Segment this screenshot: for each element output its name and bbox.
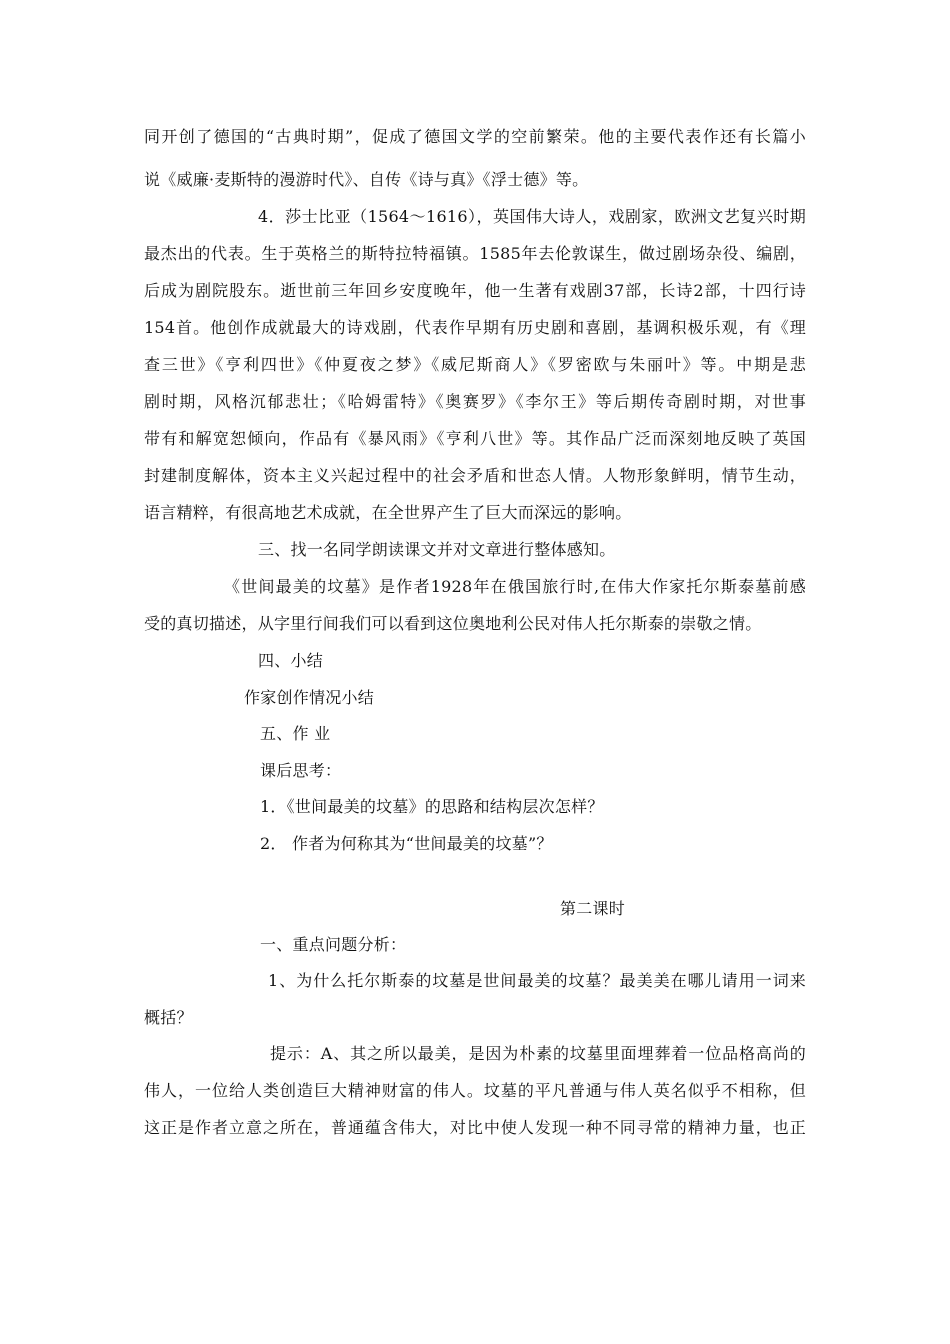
text-line: 带有和解宽恕倾向，作品有《暴风雨》《亨利八世》等。其作品广泛而深刻地反映了英国	[144, 429, 806, 448]
text-line: 作家创作情况小结	[244, 688, 375, 707]
text-line: 后成为剧院股东。逝世前三年回乡安度晚年，他一生著有戏剧37部，长诗2部，十四行诗	[144, 281, 806, 300]
text-line: 最杰出的代表。生于英格兰的斯特拉特福镇。1585年去伦敦谋生，做过剧场杂役、编剧，	[144, 244, 806, 263]
text-line: 提示：A、其之所以最美，是因为朴素的坟墓里面埋葬着一位品格高尚的	[270, 1044, 806, 1063]
text-line: 语言精粹，有很高地艺术成就，在全世界产生了巨大而深远的影响。	[144, 503, 632, 522]
text-line: 伟人，一位给人类创造巨大精神财富的伟人。坟墓的平凡普通与伟人英名似乎不相称，但	[144, 1081, 806, 1100]
text-line: 受的真切描述，从字里行间我们可以看到这位奥地利公民对伟人托尔斯泰的崇敬之情。	[144, 614, 762, 633]
section-heading: 五、作 业	[260, 724, 331, 743]
text-line: 封建制度解体，资本主义兴起过程中的社会矛盾和世态人情。人物形象鲜明，情节生动，	[144, 466, 806, 485]
section-heading: 四、小结	[258, 651, 324, 670]
list-item: 2． 作者为何称其为“世间最美的坟墓”？	[260, 834, 553, 853]
text-line: 课后思考：	[260, 761, 342, 780]
text-line: 同开创了德国的“古典时期”，促成了德国文学的空前繁荣。他的主要代表作还有长篇小	[144, 127, 806, 146]
text-line: 概括？	[144, 1008, 193, 1027]
lesson-heading: 第二课时	[560, 899, 626, 918]
list-item: 1．《世间最美的坟墓》的思路和结构层次怎样？	[260, 797, 604, 816]
text-line: 这正是作者立意之所在，普通蕴含伟大，对比中使人发现一种不同寻常的精神力量，也正	[144, 1118, 806, 1137]
text-line: 1、为什么托尔斯泰的坟墓是世间最美的坟墓？最美美在哪儿请用一词来	[268, 971, 806, 990]
section-heading: 三、找一名同学朗读课文并对文章进行整体感知。	[258, 540, 616, 559]
text-line: 剧时期，风格沉郁悲壮；《哈姆雷特》《奥赛罗》《李尔王》等后期传奇剧时期，对世事	[144, 392, 806, 411]
text-line: 查三世》《亨利四世》《仲夏夜之梦》《威尼斯商人》《罗密欧与朱丽叶》等。中期是悲	[144, 355, 806, 374]
text-line: 《世间最美的坟墓》是作者1928年在俄国旅行时,在伟大作家托尔斯泰墓前感	[224, 577, 806, 596]
text-line: 154首。他创作成就最大的诗戏剧，代表作早期有历史剧和喜剧，基调积极乐观，有《理	[144, 318, 806, 337]
section-heading: 一、重点问题分析：	[260, 935, 407, 954]
text-line: 说《威廉·麦斯特的漫游时代》、自传《诗与真》《浮士德》等。	[144, 170, 589, 189]
text-line: 4．莎士比亚（1564～1616），英国伟大诗人，戏剧家，欧洲文艺复兴时期	[258, 207, 806, 226]
